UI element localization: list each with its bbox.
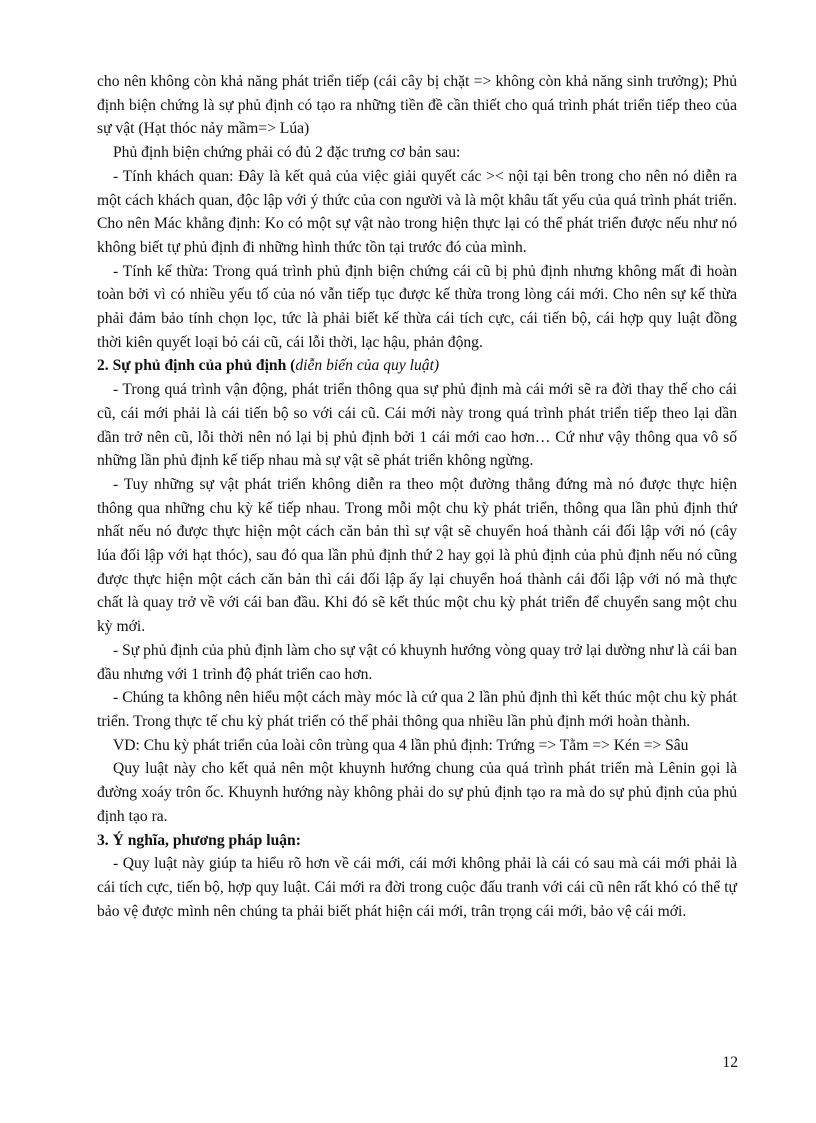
paragraph: - Sự phủ định của phủ định làm cho sự vật có khuynh hướng vòng quay trở lại dường như là cái ban đầu nhưng với 1 trình độ phát triển cao hơn. <box>97 641 737 683</box>
paragraph: cho nên không còn khả năng phát triển tiếp (cái cây bị chặt => không còn khả năng sinh trưởng); Phủ định biện chứng là sự phủ định có tạo ra những tiền đề cần thiết cho quá trình phát triển tiếp theo của sự vật (Hạt thóc nảy mầm=> Lúa) <box>97 73 737 138</box>
paragraph: - Quy luật này giúp ta hiểu rõ hơn về cái mới, cái mới không phải là cái có sau mà cái mới phải là cái tích cực, tiến bộ, hợp quy luật. Cái mới ra đời trong cuộc đấu tranh với cái cũ nên rất khó có thể tự bảo vệ được mình nên chúng ta phải biết phát hiện cái mới, trân trọng cái mới, bảo vệ cái mới. <box>97 855 737 920</box>
paragraph: Phủ định biện chứng phải có đủ 2 đặc trưng cơ bản sau: <box>113 144 461 162</box>
paragraph: - Tính kế thừa: Trong quá trình phủ định biện chứng cái cũ bị phủ định nhưng không mất đi hoàn toàn bởi vì có nhiều yếu tố của nó vẫn tiếp tục được kế thừa trong lòng cái mới. Cho nên sự kế thừa phải đảm bảo tính chọn lọc, tức là phải biết kế thừa cái tích cực, cái tiến bộ, cái hợp quy luật đồng thời kiên quyết loại bỏ cái cũ, cái lỗi thời, lạc hậu, phản động. <box>97 262 737 351</box>
paragraph: VD: Chu kỳ phát triển của loài côn trùng qua 4 lần phủ định: Trứng => Tằm => Kén => Sâu <box>113 736 689 754</box>
heading-close-paren: ) <box>433 357 440 375</box>
heading-text: 2. Sự phủ định của phủ định ( <box>97 357 296 375</box>
paragraph: - Tính khách quan: Đây là kết quả của việc giải quyết các >< nội tại bên trong cho nên nó diễn ra một cách khách quan, độc lập với ý thức của con người và là một khâu tất yếu của quá trình phát triển. Cho nên Mác khẳng định: Ko có một sự vật nào trong hiện thực lại có thể phát triển được nếu như nó không biết tự phủ định đi những hình thức tồn tại trước đó của mình. <box>97 167 737 256</box>
section-heading-3: 3. Ý nghĩa, phương pháp luận: <box>97 831 301 849</box>
heading-italic-text: diễn biến của quy luật <box>295 357 434 375</box>
paragraph: - Chúng ta không nên hiểu một cách mày móc là cứ qua 2 lần phủ định thì kết thúc một chu kỳ phát triển. Trong thực tế chu kỳ phát triển có thể phải thông qua nhiều lần phủ định mới hoàn thành. <box>97 689 737 730</box>
document-body <box>97 70 737 923</box>
paragraph: Quy luật này cho kết quả nên một khuynh hướng chung của quá trình phát triển mà Lênin gọi là đường xoáy trôn ốc. Khuynh hướng này không phải do sự phủ định tạo ra mà do sự phủ định của phủ định tạo ra. <box>97 760 737 825</box>
section-heading-2 <box>97 354 737 378</box>
page-number: 12 <box>722 1054 738 1071</box>
paragraph: - Tuy những sự vật phát triển không diễn ra theo một đường thẳng đứng mà nó được thực hiện thông qua những chu kỳ kế tiếp nhau. Trong mỗi một chu kỳ phát triển, thông qua lần phủ định thứ nhất nếu nó được thực hiện một cách căn bản thì sự vật sẽ chuyển hoá thành cái đối lập với nó (cây lúa đối lập với hạt thóc), sau đó qua lần phủ định thứ 2 hay gọi là phủ định của phủ định nếu nó cũng được thực hiện một cách căn bản thì cái đối lập ấy lại chuyển hoá thành cái đối lập với nó mà thực chất là quay trở về với cái ban đầu. Khi đó sẽ kết thúc một chu kỳ phát triển để chuyển sang một chu kỳ mới. <box>97 475 737 636</box>
paragraph: - Trong quá trình vận động, phát triển thông qua sự phủ định mà cái mới sẽ ra đời thay thế cho cái cũ, cái mới phải là cái tiến bộ so với cái cũ. Cái mới này trong quá trình phát triển tiếp theo lại dần dần trở nên cũ, lỗi thời nên nó lại bị phủ định bởi 1 cái mới cao hơn… Cứ như vậy thông qua vô số những lần phủ định kế tiếp nhau mà sự vật sẽ phát triển không ngừng. <box>97 381 737 470</box>
